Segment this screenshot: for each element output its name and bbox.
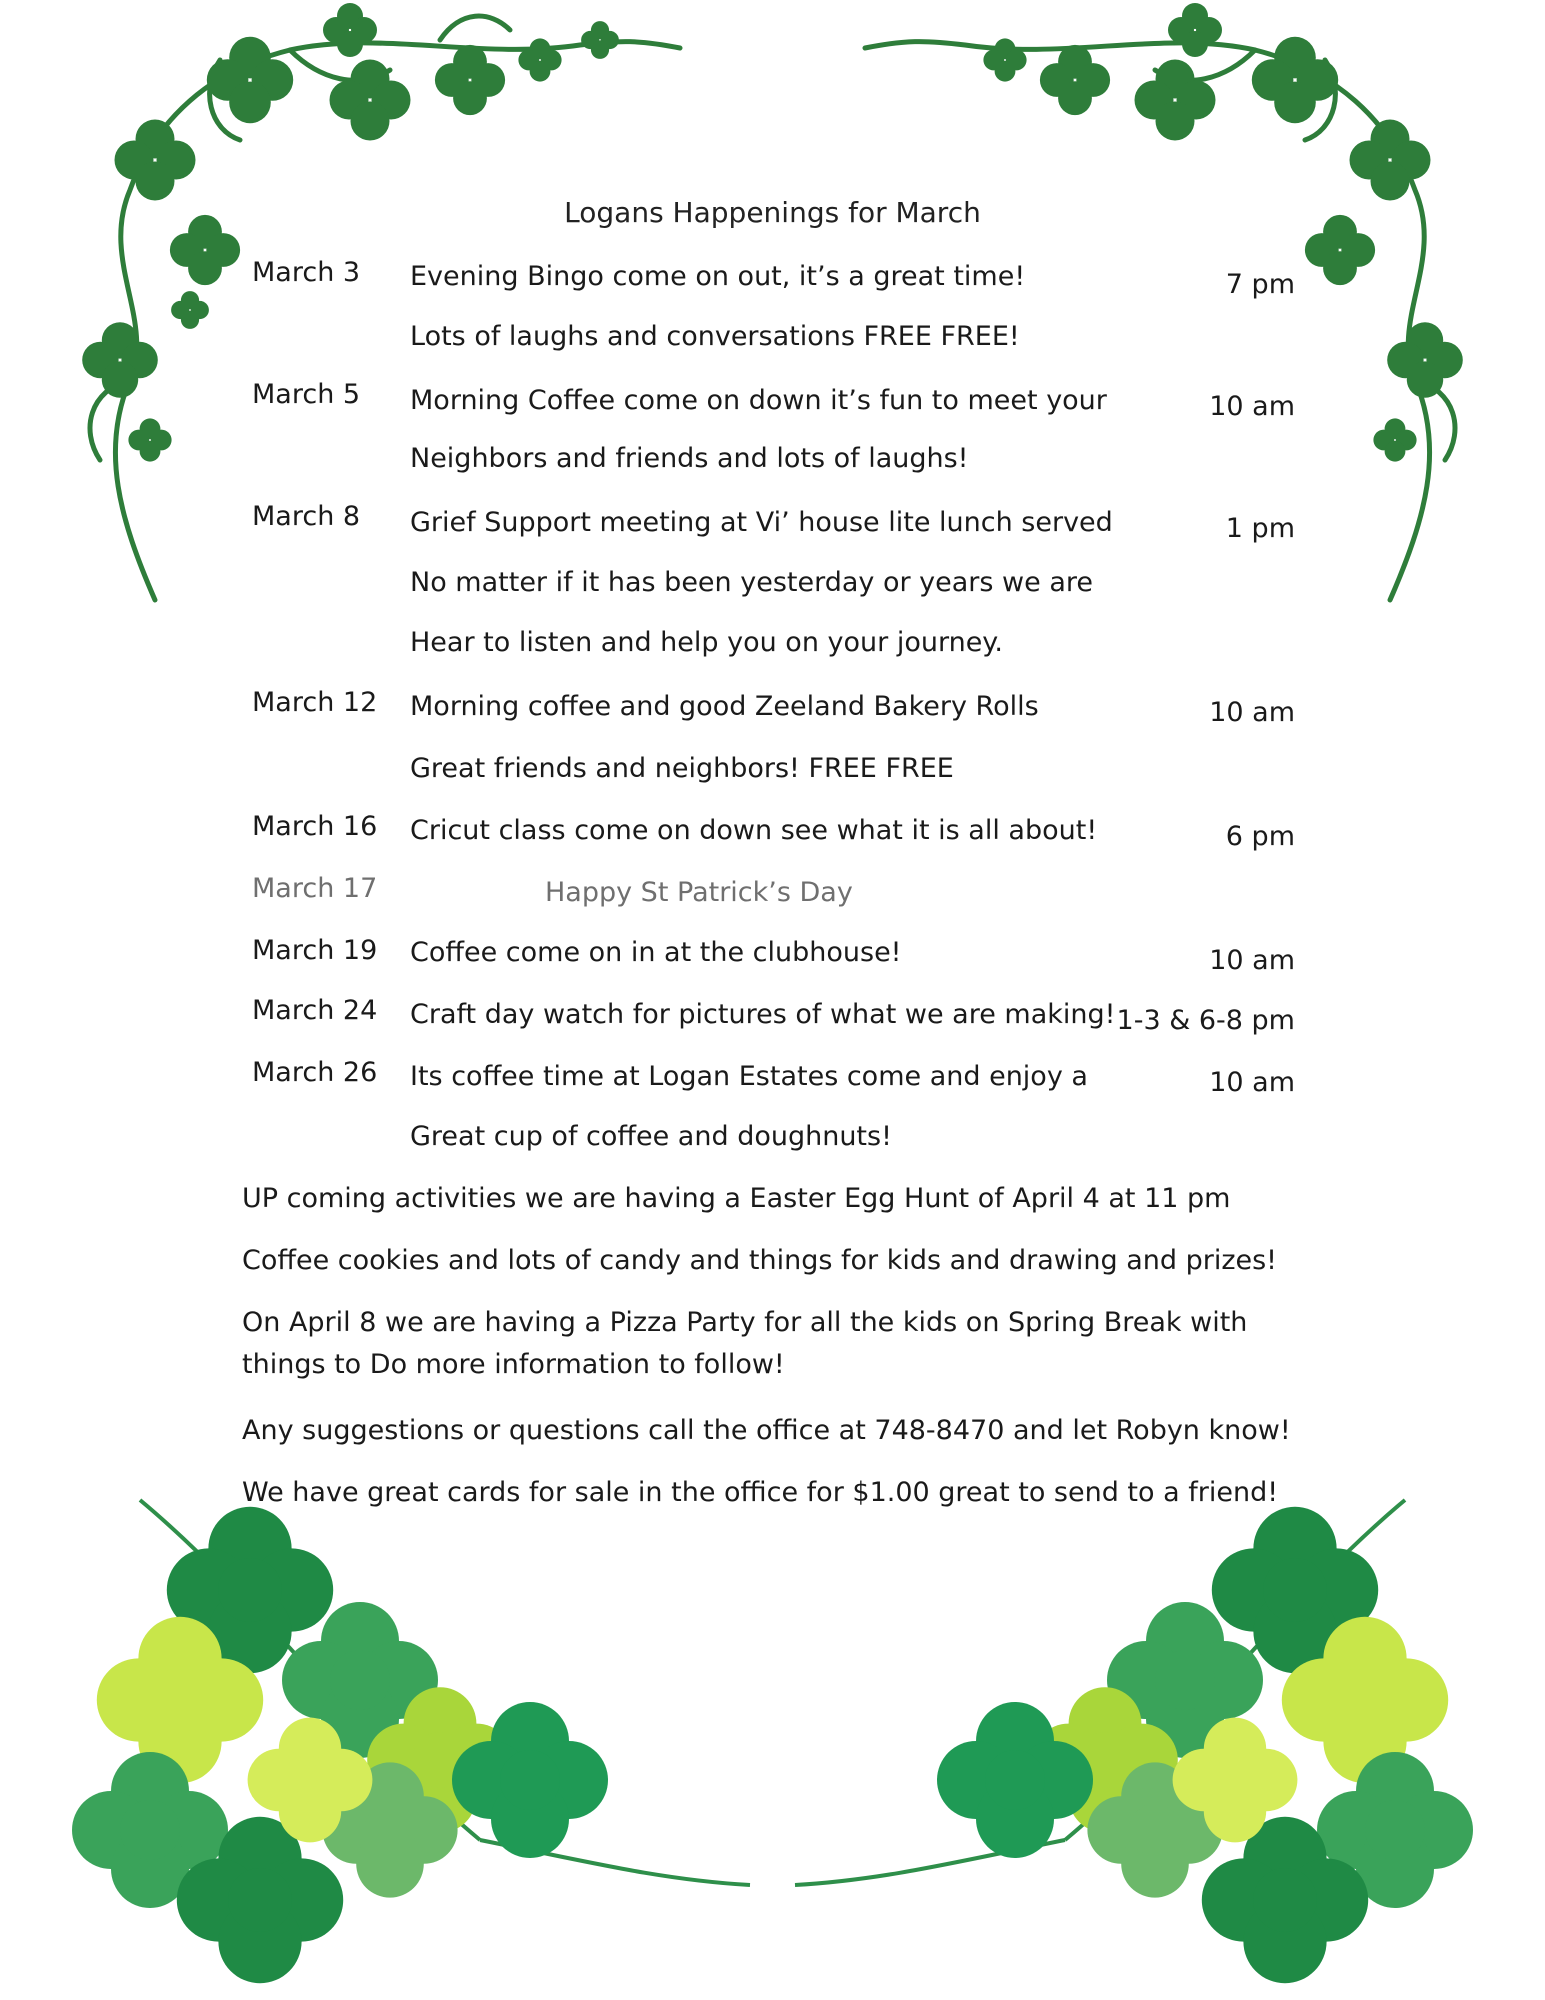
note-line: Any suggestions or questions call the office at 748-8470 and let Robyn know!	[242, 1415, 1291, 1446]
event-time: 10 am	[1209, 391, 1295, 422]
event-description: Morning Coffee come on down it’s fun to meet your	[410, 385, 1107, 416]
event-description: Coffee come on in at the clubhouse!	[410, 937, 902, 968]
event-time: 7 pm	[1225, 269, 1295, 300]
note-line: UP coming activities we are having a Easter Egg Hunt of April 4 at 11 pm	[242, 1183, 1231, 1214]
event-time: 6 pm	[1225, 821, 1295, 852]
event-description: Happy St Patrick’s Day	[545, 877, 853, 908]
note-line: things to Do more information to follow!	[242, 1349, 785, 1380]
event-description: Lots of laughs and conversations FREE FREE!	[410, 321, 1020, 352]
event-time: 10 am	[1209, 1067, 1295, 1098]
event-date: March 8	[252, 501, 361, 532]
event-time: 10 am	[1209, 945, 1295, 976]
event-description: Its coffee time at Logan Estates come and enjoy a	[410, 1061, 1088, 1092]
event-date: March 24	[252, 995, 378, 1026]
clover-cluster-bottom-right	[765, 1480, 1485, 2000]
event-description: Great cup of coffee and doughnuts!	[410, 1121, 892, 1152]
event-description: Evening Bingo come on out, it’s a great time!	[410, 261, 1026, 292]
event-date: March 12	[252, 687, 378, 718]
event-description: Hear to listen and help you on your journey.	[410, 627, 1004, 658]
event-description: Grief Support meeting at Vi’ house lite lunch served	[410, 507, 1113, 538]
event-description: No matter if it has been yesterday or years we are	[410, 567, 1093, 598]
note-line: We have great cards for sale in the office for $1.00 great to send to a friend!	[242, 1477, 1279, 1508]
event-date: March 5	[252, 379, 361, 410]
event-date: March 19	[252, 935, 378, 966]
event-date: March 26	[252, 1057, 378, 1088]
note-line: Coffee cookies and lots of candy and things for kids and drawing and prizes!	[242, 1245, 1277, 1276]
event-time: 1-3 & 6-8 pm	[1116, 1005, 1295, 1036]
event-time: 10 am	[1209, 697, 1295, 728]
event-date: March 3	[252, 257, 361, 288]
event-description: Morning coffee and good Zeeland Bakery Rolls	[410, 691, 1039, 722]
event-date: March 16	[252, 811, 378, 842]
event-description: Cricut class come on down see what it is all about!	[410, 815, 1098, 846]
event-description: Great friends and neighbors! FREE FREE	[410, 753, 954, 784]
event-time: 1 pm	[1225, 513, 1295, 544]
event-description: Neighbors and friends and lots of laughs!	[410, 443, 969, 474]
note-line: On April 8 we are having a Pizza Party for all the kids on Spring Break with	[242, 1307, 1248, 1338]
clover-cluster-bottom-left	[60, 1480, 780, 2000]
event-date: March 17	[252, 873, 378, 904]
event-description: Craft day watch for pictures of what we are making!	[410, 999, 1116, 1030]
page-title: Logans Happenings for March	[564, 196, 981, 229]
